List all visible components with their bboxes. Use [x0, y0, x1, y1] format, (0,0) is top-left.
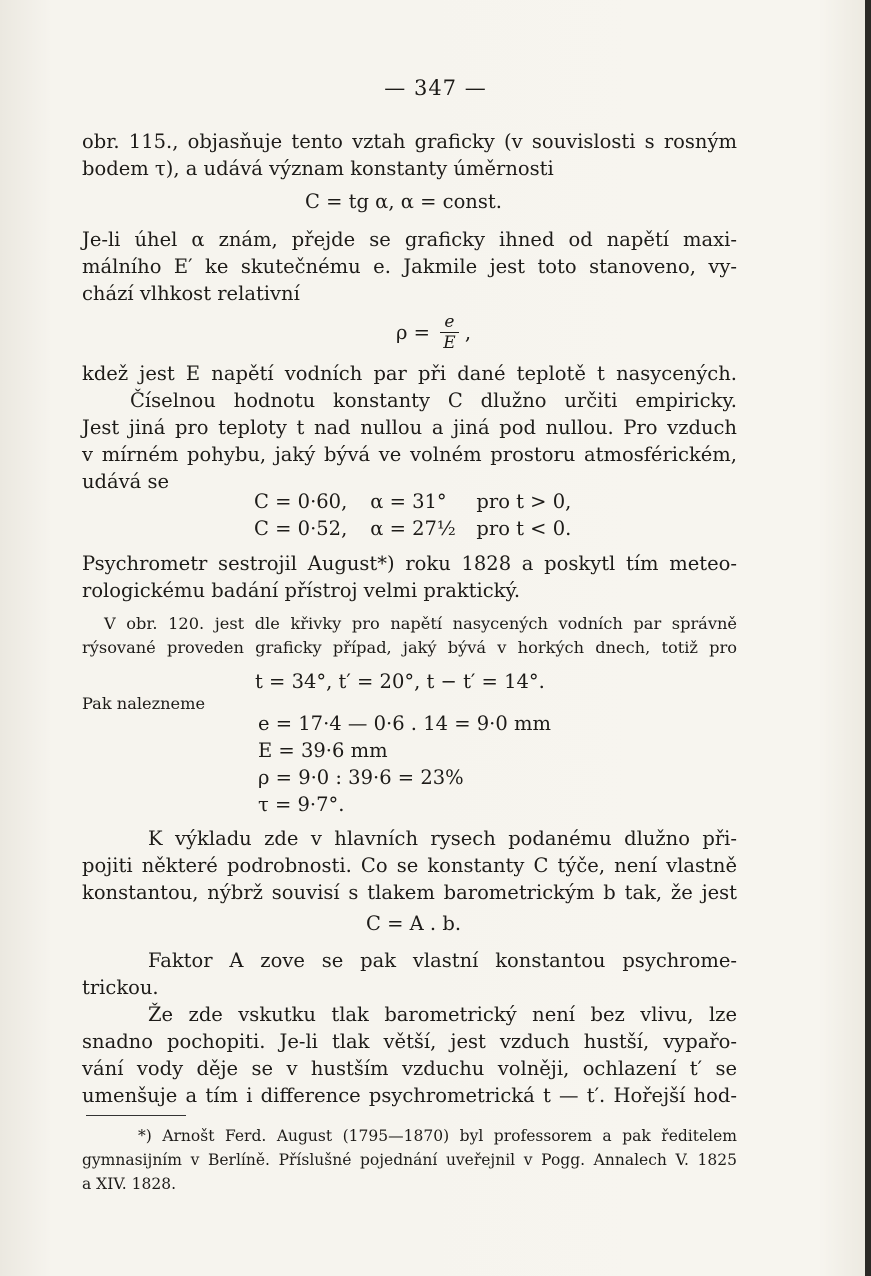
page-edge — [865, 0, 871, 1276]
equation-temperatures: t = 34°, t′ = 20°, t − t′ = 14°. — [255, 670, 545, 693]
equation-constant: C = tg α, α = const. — [305, 190, 502, 213]
text-line: vání vody děje se v hustším vzduchu volněji, ochlazení t′ se — [82, 1057, 737, 1080]
footnote-rule — [86, 1115, 186, 1116]
text-line: Je-li úhel α znám, přejde se graficky ihned od napětí maxi- — [82, 228, 737, 251]
page-number: — 347 — — [384, 76, 487, 100]
text-line: V obr. 120. jest dle křivky pro napětí nasycených vodních par správně — [104, 614, 737, 633]
text-line: udává se — [82, 470, 170, 493]
text-line: trickou. — [82, 976, 159, 999]
eq-c: C = 0·60, — [254, 490, 348, 513]
text-line: Psychrometr sestrojil August*) roku 1828 a poskytl tím meteo- — [82, 552, 737, 575]
text-line: rýsované proveden graficky případ, jaký bývá v horkých dnech, totiž pro — [82, 637, 737, 657]
paragraph-intro — [82, 128, 737, 182]
numerator: e — [444, 312, 455, 332]
text-line: málního E′ ke skutečnému e. Jakmile jest toto stanoveno, vy- — [82, 255, 737, 278]
result-line: e = 17·4 — 0·6 . 14 = 9·0 mm — [258, 712, 551, 735]
footnote — [82, 1124, 737, 1196]
text-line: obr. 115., objasňuje tento vztah graficky (v souvislosti s rosným — [82, 130, 737, 153]
text-line: Že zde vskutku tlak barometrický není bez vlivu, lze — [148, 1003, 737, 1026]
paragraph-empirical — [82, 360, 737, 495]
fraction — [440, 312, 458, 353]
eq-cond: pro t > 0, — [476, 490, 572, 513]
equation-table — [254, 488, 571, 542]
eq-c: C = 0·52, — [254, 517, 348, 540]
text-line: pojiti některé podrobnosti. Co se konstanty C týče, není vlastně — [82, 854, 737, 877]
text-line: v mírném pohybu, jaký bývá ve volném prostoru atmosférickém, — [82, 443, 737, 466]
equation-row — [254, 515, 571, 542]
text-line: chází vlhkost relativní — [82, 282, 300, 305]
text-line: K výkladu zde v hlavních rysech podanému dlužno při- — [148, 827, 737, 850]
denominator: E — [440, 332, 458, 353]
paragraph-psychrometer — [82, 550, 737, 604]
text-line: umenšuje a tím i difference psychrometrická t — t′. Hořejší hod- — [82, 1084, 737, 1107]
equation-row — [254, 488, 571, 515]
paragraph-example — [82, 612, 737, 659]
eq-tail: , — [464, 321, 472, 344]
result-line: ρ = 9·0 : 39·6 = 23% — [258, 766, 464, 789]
eq-lhs: ρ = — [396, 321, 431, 344]
paragraph-angle — [82, 226, 737, 307]
result-line: τ = 9·7°. — [258, 793, 345, 816]
text-line: rologickému badání přístroj velmi praktický. — [82, 579, 521, 602]
eq-cond: pro t < 0. — [476, 517, 572, 540]
footnote-line: gymnasijním v Berlíně. Příslušné pojednání uveřejnil v Pogg. Annalech V. 1825 — [82, 1151, 737, 1169]
text-line: snadno pochopiti. Je-li tlak větší, jest vzduch hustší, vypařo- — [82, 1030, 737, 1053]
text-line: bodem τ), a udává význam konstanty úměrnosti — [82, 157, 554, 180]
text-line: Číselnou hodnotu konstanty C dlužno určiti empiricky. — [130, 389, 737, 412]
equation-relative-humidity — [396, 312, 471, 353]
text-line: Faktor A zove se pak vlastní konstantou psychrome- — [148, 949, 737, 972]
paragraph-details — [82, 825, 737, 906]
eq-alpha: α = 27½ — [370, 517, 456, 540]
footnote-line: *) Arnošt Ferd. August (1795—1870) byl professorem a pak ředitelem — [138, 1127, 737, 1145]
footnote-line: a XIV. 1828. — [82, 1175, 177, 1193]
text-line: konstantou, nýbrž souvisí s tlakem barometrickým b tak, že jest — [82, 881, 737, 904]
text-line: Jest jiná pro teploty t nad nullou a jiná pod nullou. Pro vzduch — [82, 416, 737, 439]
label-pak-nalezneme: Pak nalezneme — [82, 694, 206, 713]
equation-results — [258, 710, 551, 818]
text-line: kdež jest E napětí vodních par při dané teplotě t nasycených. — [82, 362, 737, 385]
result-line: E = 39·6 mm — [258, 739, 388, 762]
paragraph-pressure — [82, 947, 737, 1109]
eq-alpha: α = 31° — [370, 490, 447, 513]
equation-factor: C = A . b. — [366, 912, 462, 935]
